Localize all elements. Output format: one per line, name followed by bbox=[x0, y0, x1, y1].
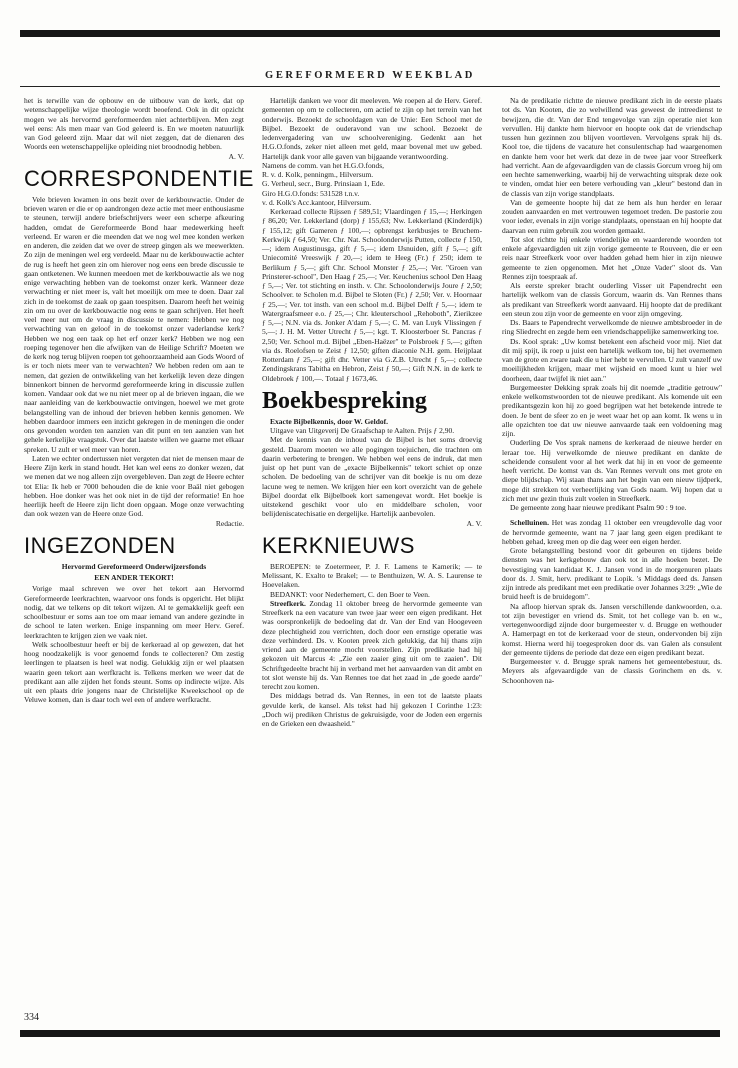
streefkerk-lead: Streefkerk. bbox=[270, 598, 306, 608]
book-publisher: Uitgave van Uitgeverij De Graafschap te Aalten. Prijs ƒ 2,90. bbox=[270, 426, 455, 435]
schelluinen-paragraph: Grote belangstelling bestond voor dit gebeuren en tijdens beide diensten was het kerkgebouw dan ook tot in alle hoeken bezet. De bevestiging van kandidaat K. J. Jansen vond in de morgenuren plaats door ds. J. Smit, herv. predikant te Lopik. 's Middags deed ds. Jansen zijn intrede als predikant met een predikatie over Johannes 3:29: „Wie de bruid heeft is de bruidegom". bbox=[502, 546, 722, 602]
fonds-address-line: R. v. d. Kolk, penningm., Hilversum. bbox=[262, 170, 374, 179]
fonds-address-line: Namens de comm. van het H.G.O.fonds, bbox=[262, 160, 385, 170]
streefkerk-paragraph: Burgemeester Dekking sprak zoals hij dit noemde „traditie getrouw" enkele welkomstwoorden tot de nieuwe predikant. Als komende uit een predikantsgezin kon hij zo goed begrijpen wat het betekende intrede te doen. Je bent de sfeer zo en je weet waar het op aan komt. Ik wens u in alle opzichten toe dat uw nieuwe aanvaarde taak een voldoening mag zijn. bbox=[502, 382, 722, 438]
correspondentie-paragraph: Vele brieven kwamen in ons bezit over de kerkbouwactie. Onder de brieven waren er die er op aandrongen deze actie met meer enthousiasme te steunen, terwijl andere briefschrijvers weer een scherpe afkeuring hadden, omdat de Gereformeerde Bond haar medewerking heeft verleend. Er waren er die meenden dat we nog wel mee konden werken en anderen, die zeiden dat we over de streep gingen als we meewerkten. Zo zijn de meningen wel erg verdeeld. Maar nu de kerkbouwactie achter de rug is heeft het geen zin om hierover nog eens een brede discussie te gaan ontketenen. We kunnen meedoen met de kerkbouwactie als we nog enige verwachting hebben van de toekomst onzer kerk. Wanneer deze verwachting er niet meer is, valt het moeilijk om mee te doen. Daar zal zich in de toekomst de zaak op gaan toespitsen. Daarom heeft het weinig zin om nu over de kerkbouwactie nog eens te gaan schrijven. Het heeft veel meer nut om de vraag in discussie te nemen: Hebben we nog verwachting van en geloof in de toekomst onzer vaderlandse kerk? Hebben we nog een taak op het erf onzer kerk? Hebben we nog een roeping tegenover hen die afwijken van de Heilige Schrift? Moeten we de kerk nog terug blijven roepen tot gehoorzaamheid aan Gods Woord of is er toch niets meer van te verwachten? We hebben reden om aan te nemen, dat gezien de ontwikkeling van het kerkelijk leven deze dingen binnenkort binnen de hervormd gereformeerde kring in discussie zullen komen. Vandaar ook dat we nu niet meer op al de brieven ingaan, die we naar aanleiding van de kerkbouwactie ontvingen, hoewel we met grote belangstelling van de inhoud der brieven hebben kennis genomen. We hebben daardoor immers een inzicht gekregen in de meningen die onder ons gevonden worden ten aanzien van dit punt en ten aanzien van het gehele kerkelijke vraagstuk. Over dat laatste willen we gaarne met elkaar spreken. U zult er wel meer van horen. bbox=[24, 194, 244, 454]
schelluinen-paragraph: Burgemeester v. d. Brugge sprak namens het gemeentebestuur, ds. Meyers als afgevaardigde van de classis Gorinchem en ds. v. Schoonhoven na- bbox=[502, 657, 722, 685]
fonds-giro-line: Giro H.G.O.fonds: 531528 t.n.v. bbox=[262, 188, 360, 198]
bottom-border-bar bbox=[20, 1030, 720, 1037]
streefkerk-paragraph: Des middags betrad ds. Van Rennes, in een tot de laatste plaats gevulde kerk, de kansel. Als tekst had hij gekozen I Corinthe 1:23: „Doch wij prediken Christus de gekruisigde, voor de Joden een ergernis en de Grieken een dwaasheid." bbox=[262, 691, 482, 728]
book-review-signature: A. V. bbox=[466, 518, 482, 528]
streefkerk-paragraph: De gemeente zong haar nieuwe predikant Psalm 90 : 9 toe. bbox=[510, 503, 687, 512]
streefkerk-paragraph: Tot slot richtte hij enkele vriendelijke en waarderende woorden tot enkele afgevaardigden uit zijn vorige gemeente te Rouveen, die er een reis naar Streefkerk voor over hadden gehad hem hier in zijn nieuwe gemeente te zien opgenomen. Met het „Onze Vader" sloot ds. Van Rennes zijn toespraak af. bbox=[502, 234, 722, 281]
fonds-address-line: v. d. Kolk's Acc.kantoor, Hilversum. bbox=[262, 197, 372, 207]
fonds-address-line: G. Verheul, secr., Burg. Prinsiaan 1, Ede. bbox=[262, 179, 385, 189]
streefkerk-paragraph: Ouderling De Vos sprak namens de kerkeraad de nieuwe herder en leraar toe. Hij verwelkomde de nieuwe predikant en dankte de scheidende consulent voor al het werk dat hij in en voor de gemeente heeft verricht. De komst van ds. Van Rennes vervult ons met grote en diepe blijdschap. Wij staan thans aan het begin van een nieuw tijdperk, moge dit strekken tot verheerlijking van Gods naam. Wij hopen dat u zich met uw gezin thuis zult voelen in Streefkerk. bbox=[502, 438, 722, 503]
top-border-bar bbox=[20, 30, 720, 37]
ingezonden-paragraph: Welk schoolbestuur heeft er bij de kerkeraad al op gewezen, dat het hoog noodzakelijk is voor genoemd fonds te collecteren? Om zestig leerlingen te plaatsen is heel wat nodig. Gelukkig zijn er wel plaatsen waarin geen tekort aan werfkracht is. Telkens merken we weer dat de predikant aan alle zijden het fonds steunt. Soms op indirecte wijze. Als uit een plaats drie jongens naar de Christelijke Kweekschool op de Veluwe komen, dan is daar toch wel een of andere werfkracht. bbox=[24, 639, 244, 705]
boekbespreking-heading: Boekbespreking bbox=[262, 387, 427, 414]
streefkerk-paragraph: Ds. Kool sprak: „Uw komst betekent een afscheid voor mij. Niet dat dit mij spijt, ik roep u juist een hartelijk welkom toe, bij het overnemen van de grote en zware taak die u hier hebt te vervullen. U zult vanzelf uw moeilijkheden krijgen, maar met wijsheid en moed kunt u hier wel doorheen, daar twijfel ik niet aan." bbox=[502, 336, 722, 383]
collecte-list: Kerkeraad collecte Rijssen ƒ 589,51; Vlaardingen ƒ 15,—; Herkingen ƒ 86,20; Ver. Lekkerland (dorp) ƒ 155,63; Nw. Lekkerland (Kinderdijk) ƒ 155,12; gift Gameren ƒ 100,—; opbrengst kerkbusjes te Bruchem-Kerkwijk ƒ 64,50; Ver. Chr. Nat. Schoolonderwijs Putten, collecte ƒ 150,—; idem Augustinusga, gift ƒ 5,—; idem IJsnuiden, gift ƒ 5,—; gift Uniecomité Vreeswijk ƒ 20,—; idem te Heeg (Fr.) ƒ 250; idem te Berlikum ƒ 5,—; gift Chr. School Monster ƒ 25,—; Ver. "Groen van Prinsterer-school", Den Haag ƒ 25,—; Ver. Keuchenius school Den Haag ƒ 5,—; Ver. tot stichting en insth. v. Chr. Schoolonderwijs Joure ƒ 2,50; Schoolver. te Scholen m.d. Bijbel te Sloten (Fr.) ƒ 2,50; Ver. v. Hoornaar ƒ 25,—; Ver. tot insth. van een school m.d. Bijbel Delft ƒ 5,—; idem te Watergraafsmeer e.o. ƒ 25,—; Chr. kleuterschool „Rehoboth", Zierikzee ƒ 5,—; N.N. via ds. Jonker A'dam ƒ 5,—; C. M. van Luyk Vlissingen ƒ 5,—; J. H. M. Vetter Utrecht ƒ 5,—; kgt. T. Kloosterboer St. Pancras ƒ 2,50; Ver. School m.d. Bijbel „Eben-Haëzer" te Polsbroek ƒ 5,—; giften via ds. Roelofsen te Zeist ƒ 12,50; giften diaconie N.H. gem. Heijplaat Rotterdam ƒ 25,—; gift dhr. Vetter via G.Z.B. Utrecht ƒ 5,—; collecte Zendingskrans Tabitha en Hebron, Zeist ƒ 50,—; Gift N.N. in de kerk te Oldebroek ƒ 100,—. Totaal ƒ 1673,46. bbox=[262, 207, 482, 383]
column-middle bbox=[262, 96, 482, 728]
ingezonden-heading: INGEZONDEN bbox=[24, 532, 176, 558]
header-rule bbox=[20, 86, 720, 87]
streefkerk-text: Zondag 11 oktober breeg de hervormde gemeente van Streefkerk na een vacature van twee jaar weer een eigen predikant. Het was oorspronkelijk de bedoeling dat dr. Van der End van Hoogeveen deze plechtigheid zou verrichten, doch door een ernstige operatie was deze verhinderd. Ds. v. Kooten preek zich gelukkig, dat hij thans zijn vriend aan de gemeente mocht voorstellen. Zijn predikatie had hij gekozen uit Marcus 4: „Zie een zaaier ging uit om te zaaien". Dit Schriftgedeelte bracht hij in verband met het aanvaarden van dit ambt en tot slot wenste hij ds. Van Rennes toe dat het zaad in „de goede aarde" terecht zou komen. bbox=[262, 598, 483, 691]
schelluinen-paragraph: Na afloop hiervan sprak ds. Jansen verschillende dankwoorden, o.a. tot zijn bevestiger en vriend ds. Smit, tot het college van b. en w., vertegenwoordigd zijnde door burgemeester v. d. Brugge en wethouder A. Hamerpagt en tot de kerkeraad voor de steun, ondervonden bij zijn komst. Hierna werd hij toegesproken door ds. van Galen als consulent der gemeente tijdens de periode dat deze een eigen predikant bezat. bbox=[502, 601, 722, 657]
bedankt-paragraph: BEDANKT: voor Nederhemert, C. den Boer te Veen. bbox=[270, 589, 430, 599]
correspondentie-heading: CORRESPONDENTIE bbox=[24, 165, 254, 191]
correspondentie-paragraph: Laten we echter ondertussen niet vergeten dat niet de mensen maar de Heere Zijn kerk in stand houdt. Het kan wel eens zo donker wezen, dat we menen dat we nog alleen zijn overgebleven. Dan zegt de Heere echter tot Elia: Ik heb er 7000 behouden die de knie voor Baäl niet gebogen hebben. Hoe donker was het ook niet in de tijd der reformatie! En hoe heerlijk heeft de Heere zijn licht doen opgaan. Moge onze verwachting dan ook wezen van de Heere onze God. bbox=[24, 453, 244, 519]
ingezonden-title: EEN ANDER TEKORT! bbox=[94, 573, 174, 582]
running-header: GEREFORMEERD WEEKBLAD bbox=[265, 70, 475, 81]
ingezonden-paragraph: Vorige maal schreven we over het tekort aan Hervormd Gereformeerde leerkrachten, waarvoor ons fonds is opgericht. Het blijkt nodig, dat we telkens op dit tekort wijzen. Al te gemakkelijk geeft een schoolbestuur er soms aan toe om maar iemand van andere gezindte in de school te laten werken. Enige inspanning om meer Herv. Geref. leerkrachten te krijgen zien we vaak niet. bbox=[24, 584, 244, 640]
fonds-paragraph: Hartelijk danken we voor dit meeleven. We roepen al de Herv. Geref. gemeenten op om te collecteren, om actief te zijn op het terrein van het onderwijs. Bezoekt de schooldagen van de Unie: Een School met de Bijbel. Bezoekt de ouderavond van uw school. Bezoekt de ledenvergadering van uw schoolvereniging. Gedenkt aan het H.G.O.fonds, zeker niet alleen met geld, maar bovenal met uw gebed. Hartelijk dank voor alle gaven van bijgaande verantwoording. bbox=[262, 96, 482, 161]
column-left bbox=[24, 96, 254, 705]
ingezonden-subheading: Hervormd Gereformeerd Onderwijzersfonds bbox=[61, 561, 207, 571]
streefkerk-paragraph: Na de predikatie richtte de nieuwe predikant zich in de eerste plaats tot ds. Van Kooten, die zo welwillend was geweest de intreedienst te bewijzen, die dr. Van der End tengevolge van zijn operatie niet kon vervullen. Hij dankte hem hiervoor en hoopte ook dat de vriendschap tussen hun gezinnen zou blijven voortleven. Vervolgens sprak hij ds. Kool toe, die tijdens de vacature het consulentschap had waargenomen en dankte hem voor het werk dat deze in de twee jaar voor Streefkerk had verricht. Aan de afgevaardigden van de classis Gorcum vroeg hij om een hechte samenwerking, waarbij hij de verwachting uitsprak deze ook te vinden, omdat hier een betere verhouding van „kleur" bestond dan in de classis van zijn vorige standplaats. bbox=[502, 96, 722, 198]
column-right bbox=[502, 96, 722, 685]
schelluinen-lead: Schelluinen. bbox=[510, 518, 549, 528]
streefkerk-paragraph: Als eerste spreker bracht ouderling Visser uit Papendrecht een hartelijk welkom van de classis Gorcum, waarin ds. Van Rennes thans als predikant van Streefkerk wordt aanvaard. Hij hoopte dat de predikant een steun zou zijn voor de gemeente en voor zijn omgeving. bbox=[502, 281, 722, 318]
schelluinen-text: Het was zondag 11 oktober een vreugdevolle dag voor de hervormde gemeente, want na 7 jaar lang geen eigen predikant te hebben gehad, kreeg men op die dag weer een eigen herder. bbox=[502, 518, 722, 546]
page-number: 334 bbox=[24, 1012, 39, 1023]
book-review: Met de kennis van de inhoud van de Bijbel is het soms droevig gesteld. Daarom moeten we alle pogingen toejuichen, die trachten om daarin verbetering te brengen. We hebben wel eens de indruk, dat men juist op het punt van de „exacte Bijbelkennis" tekort schiet op onze scholen. De bedoeling van de schrijver van dit boekje is nu om deze lacune weg te nemen. We krijgen hier een kort overzicht van de gehele Bijbel doordat elk Bijbelboek kort samengevat wordt. Het boekje is uitstekend geschikt voor ulo en middelbare scholen, voor belijdeniscatechisatie en dergelijke. Hartelijk aanbevolen. bbox=[262, 435, 482, 519]
intro-signature: A. V. bbox=[228, 151, 244, 161]
correspondentie-signature: Redactie. bbox=[215, 518, 244, 528]
kerknieuws-heading: KERKNIEUWS bbox=[262, 532, 415, 558]
beroepen-paragraph: BEROEPEN: te Zoetermeer, P. J. F. Lamens te Kamerik; — te Melissant, K. Exalto te Brakel; — te Benthuizen, W. A. S. Laurense te Hoevelaken. bbox=[262, 561, 482, 590]
streefkerk-paragraph bbox=[262, 599, 482, 692]
streefkerk-paragraph: Van de gemeente hoopte hij dat ze hem als hun herder en leraar zouden aanvaarden en met vertrouwen tegemoet treden. De pastorie zou voor ieder, evenals in zijn vorige standplaats, openstaan en hij hoopte dat daarvan een ruim gebruik zou worden gemaakt. bbox=[502, 197, 722, 235]
streefkerk-paragraph: Ds. Baars te Papendrecht verwelkomde de nieuwe ambtsbroeder in de ring Sliedrecht en zegde hem een vriendschappelijke samenwerking toe. bbox=[502, 318, 722, 337]
schelluinen-paragraph bbox=[502, 518, 722, 546]
intro-paragraph: het is terwille van de opbouw en de uitbouw van de kerk, dat op wetenschappelijke wijze theologie wordt beoefend. Ook in dit opzicht mogen we als hervormd gereformeerden niet achterblijven. Men zegt wel eens: Als men maar van God geleerd is. En we moeten natuurlijk van God geleerd zijn. Maar dat wil niet zeggen, dat de dienaren des Woords een wetenschappelijke opleiding niet broodnodig hebben. bbox=[24, 96, 244, 152]
book-title: Exacte Bijbelkennis, door W. Geldof. bbox=[270, 416, 389, 426]
